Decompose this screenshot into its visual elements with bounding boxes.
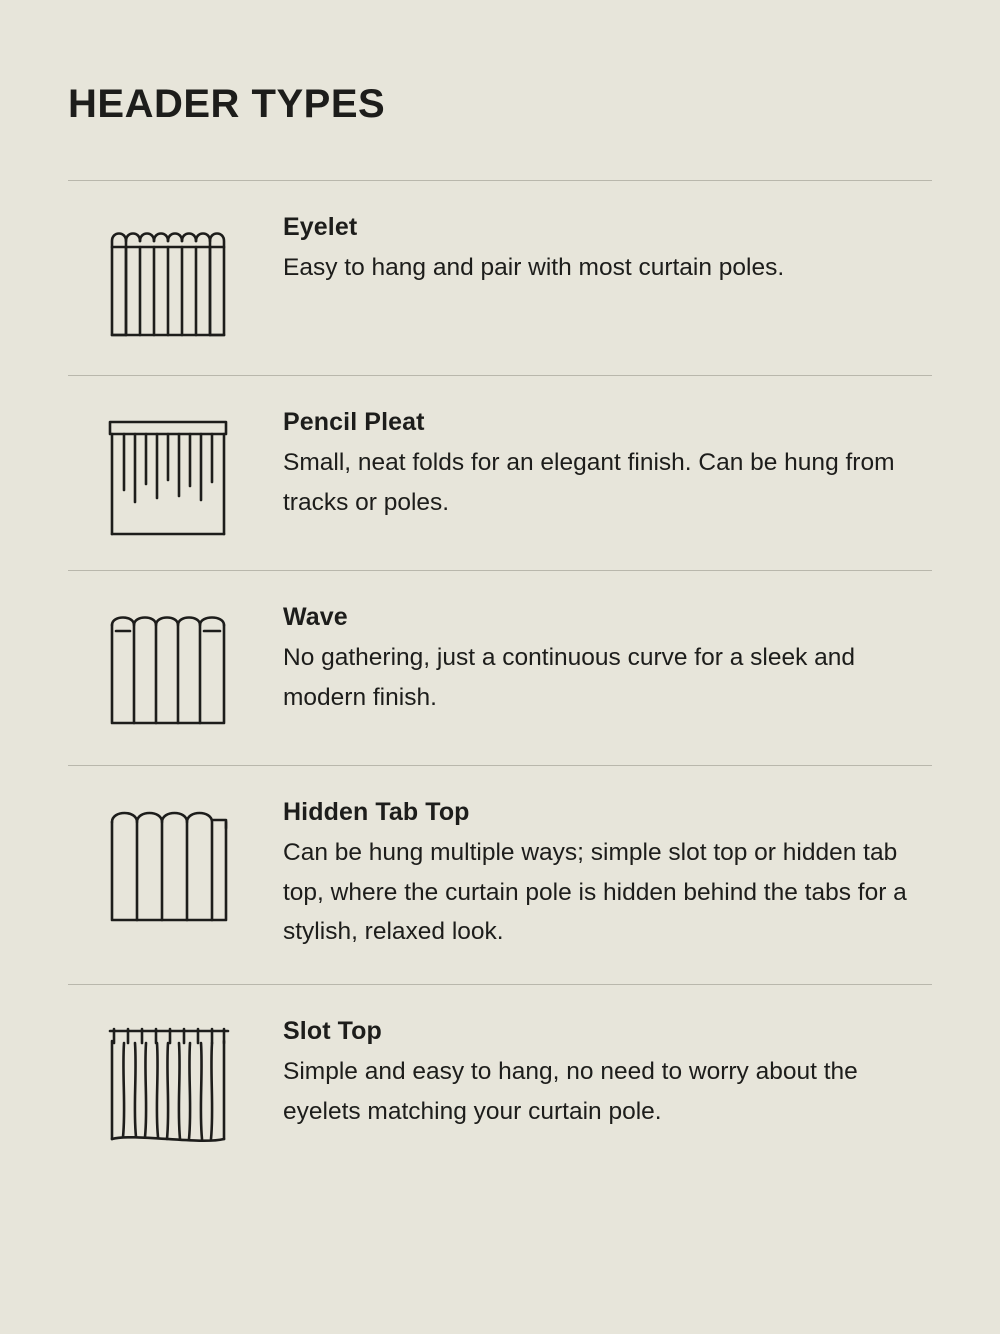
list-item: [68, 985, 932, 1179]
item-text: [283, 1015, 932, 1131]
list-item: [68, 571, 932, 766]
item-description: Simple and easy to hang, no need to worry about the eyelets matching your curtain pole.: [283, 1058, 858, 1125]
item-title: Hidden Tab Top: [283, 798, 470, 826]
item-text: [283, 406, 932, 522]
pencil-pleat-curtain-icon: [68, 406, 283, 538]
hidden-tab-top-curtain-icon: [68, 796, 283, 928]
item-title: Eyelet: [283, 213, 358, 241]
item-text: [283, 601, 932, 717]
item-title: Pencil Pleat: [283, 408, 425, 436]
list-item: [68, 181, 932, 376]
item-description: Small, neat folds for an elegant finish. Can be hung from tracks or poles.: [283, 449, 895, 516]
page-title: HEADER TYPES: [68, 82, 386, 126]
item-description: Can be hung multiple ways; simple slot top or hidden tab top, where the curtain pole is hidden behind the tabs for a stylish, relaxed look.: [283, 839, 907, 946]
header-types-list: [68, 180, 932, 1179]
wave-curtain-icon: [68, 601, 283, 733]
item-text: [283, 796, 932, 952]
list-item: [68, 376, 932, 571]
eyelet-curtain-icon: [68, 211, 283, 343]
item-description: No gathering, just a continuous curve for a sleek and modern finish.: [283, 644, 856, 711]
item-title: Slot Top: [283, 1017, 382, 1046]
slot-top-curtain-icon: [68, 1015, 283, 1147]
item-title: Wave: [283, 603, 348, 631]
list-item: [68, 766, 932, 985]
item-text: [283, 211, 932, 288]
item-description: Easy to hang and pair with most curtain poles.: [283, 254, 785, 281]
